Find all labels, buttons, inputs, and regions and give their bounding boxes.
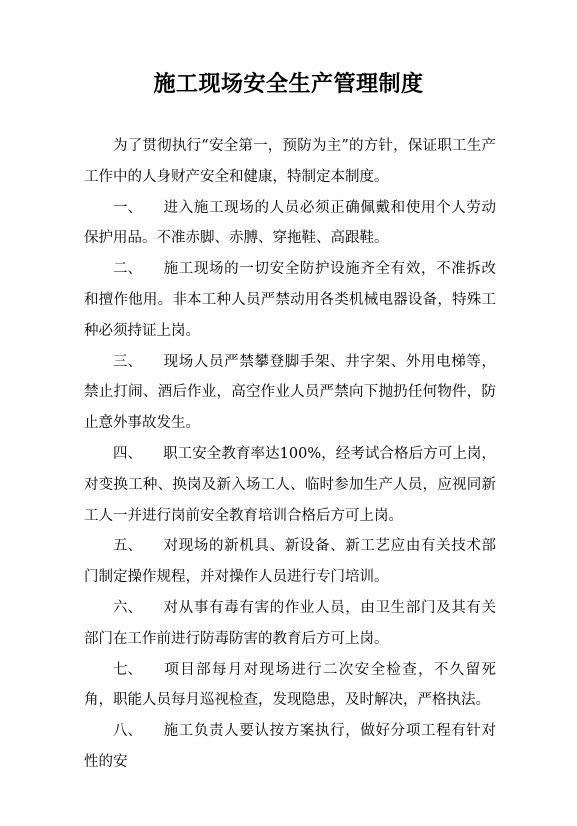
- clause-6: [84, 593, 496, 655]
- clause-1: [84, 193, 496, 255]
- clause-3: [84, 347, 496, 439]
- clause-4: [84, 439, 496, 531]
- document-body: [84, 131, 496, 778]
- clause-7: [84, 655, 496, 717]
- intro-paragraph: 为了贯彻执行“安全第一，预防为主”的方针，保证职工生产工作中的人身财产安全和健康，特制定本制度。: [84, 138, 496, 185]
- clause-number: 三、: [113, 353, 142, 370]
- clause-text: 项目部每月对现场进行二次安全检查，不久留死角，职能人员每月巡视检查，发现隐患，及时解决，严格执法。: [84, 661, 496, 709]
- clause-text: 施工现场的一切安全防护设施齐全有效，不准拆改和擅作他用。非本工种人员严禁动用各类机械电器设备，特殊工种必须持证上岗。: [84, 261, 496, 339]
- clause-text: 施工负责人要认按方案执行，做好分项工程有针对性的安: [84, 723, 496, 770]
- clause-text: 进入施工现场的人员必须正确佩戴和使用个人劳动保护用品。不准赤脚、赤膊、穿拖鞋、高跟鞋。: [84, 199, 496, 247]
- clause-number: 一、: [113, 199, 142, 216]
- clause-number: 四、: [113, 445, 142, 462]
- clause-5: [84, 531, 496, 593]
- document-title: 施工现场安全生产管理制度: [153, 71, 424, 97]
- clause-text: 对从事有毒有害的作业人员，由卫生部门及其有关部门在工作前进行防毒防害的教育后方可上岗。: [84, 599, 496, 647]
- clause-number: 六、: [113, 599, 142, 616]
- clause-text: 对现场的新机具、新设备、新工艺应由有关技术部门制定操作规程，并对操作人员进行专门培训。: [84, 538, 496, 586]
- clause-number: 二、: [113, 261, 142, 278]
- clause-number: 七、: [113, 661, 142, 678]
- clause-number: 八、: [113, 723, 142, 740]
- clause-8: [84, 716, 496, 778]
- clause-2: [84, 254, 496, 346]
- clause-text: 现场人员严禁攀登脚手架、井字架、外用电梯等，禁止打闹、酒后作业，高空作业人员严禁向下抛扔任何物件，防止意外事故发生。: [84, 353, 496, 432]
- clause-text: 职工安全教育率达100%，经考试合格后方可上岗，对变换工种、换岗及新入场工人、临时参加生产人员，应视同新工人一并进行岗前安全教育培训合格后方可上岗。: [84, 445, 496, 524]
- clause-number: 五、: [113, 538, 142, 555]
